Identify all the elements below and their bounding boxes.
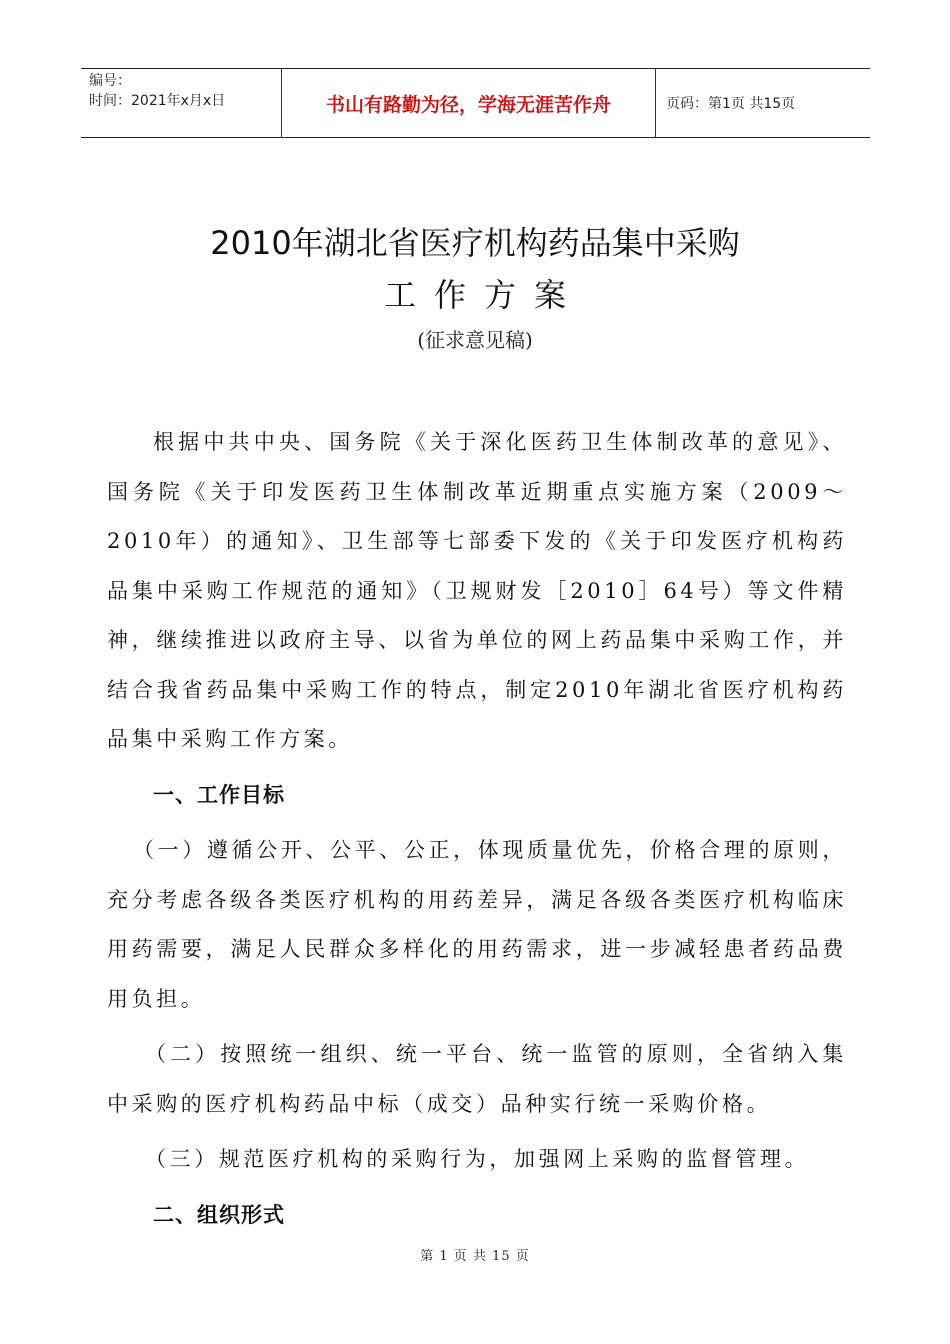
document-time-label: 时间：2021年x月x日 [89,93,226,109]
document-title-line2: 工作方案 [383,276,584,314]
header-table [81,68,870,138]
section-heading-goals: 一、工作目标 [153,782,285,807]
header-page-info: 页码：第1页 共15页 [666,96,796,112]
goal-item-2: （二）按照统一组织、统一平台、统一监管的原则，全省纳入集中采购的医疗机构药品中标（成交）品种实行统一采购价格。 [107,1042,847,1116]
goal-item-3: （三）规范医疗机构的采购行为，加强网上采购的监督管理。 [145,1147,810,1171]
goal-item-1: （一）遵循公开、公平、公正，体现质量优先，价格合理的原则，充分考虑各级各类医疗机构的用药差异，满足各级各类医疗机构临床用药需要，满足人民群众多样化的用药需求，进一步减轻患者药品费用负担。 [107,838,847,1011]
document-title-line1: 2010年湖北省医疗机构药品集中采购 [210,224,740,262]
section-heading-organization: 二、组织形式 [153,1202,285,1227]
header-meta [81,69,281,137]
document-subtitle: (征求意见稿) [417,328,533,352]
header-motto: 书山有路勤为径，学海无涯苦作舟 [281,69,656,137]
page-footer: 第 1 页 共 15 页 [420,1249,530,1264]
document-body [107,418,847,1240]
document-number-label: 编号： [89,73,131,89]
intro-paragraph: 根据中共中央、国务院《关于深化医药卫生体制改革的意见》、国务院《关于印发医药卫生体制改革近期重点实施方案（2009～2010年）的通知》、卫生部等七部委下发的《关于印发医疗机构药品集中采购工作规范的通知》（卫规财发［2010］64号）等文件精神，继续推进以政府主导、以省为单位的网上药品集中采购工作，并结合我省药品集中采购工作的特点，制定2010年湖北省医疗机构药品集中采购工作方案。 [107,430,847,751]
